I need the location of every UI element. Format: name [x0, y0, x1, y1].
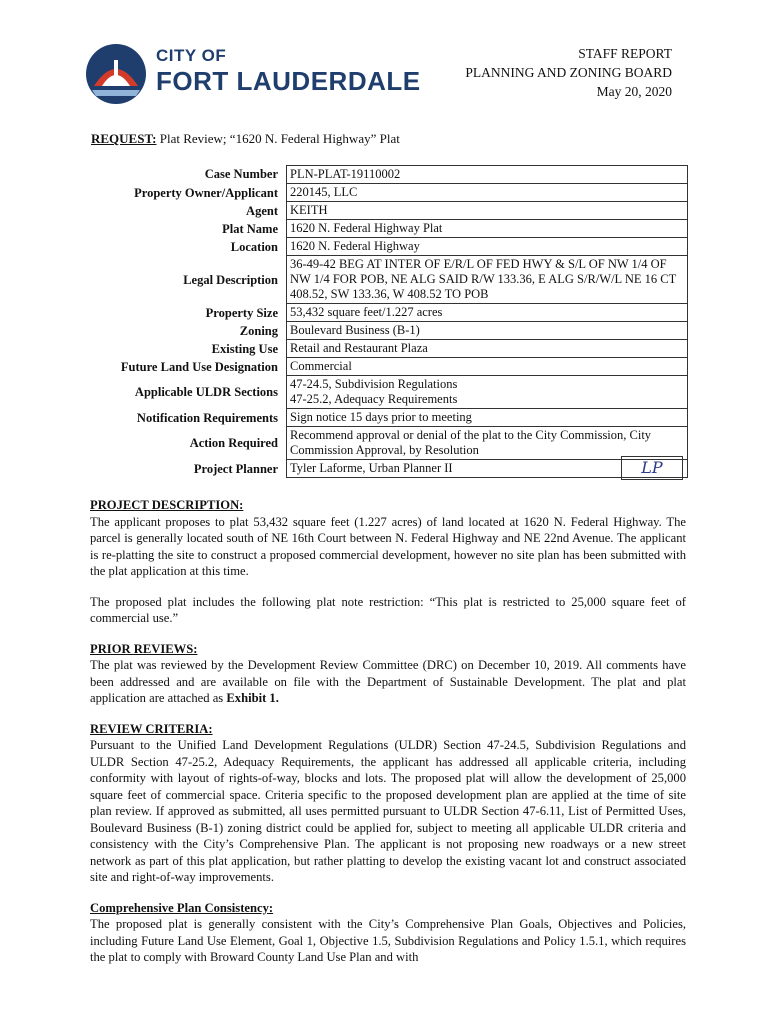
prior-reviews-paragraph	[90, 657, 686, 707]
project-description-heading: PROJECT DESCRIPTION:	[90, 498, 244, 512]
row-label: Plat Name	[222, 221, 278, 236]
row-value: 53,432 square feet/1.227 acres	[286, 304, 688, 322]
planner-name: Tyler Laforme, Urban Planner II	[290, 461, 453, 475]
row-value: Commercial	[286, 358, 688, 376]
table-row	[90, 256, 688, 304]
project-description-paragraph-1: The applicant proposes to plat 53,432 square feet (1.227 acres) of land located at 1620 N. Federal Highway. The parcel is generally located south of NE 16th Court between N. Federal Highway and NE 22nd Avenue. The applicant is re-platting the site to construct a proposed commercial development, however no site plan has been submitted with the plat application at this time.	[90, 514, 686, 578]
logo-name-text: FORT LAUDERDALE	[156, 66, 421, 96]
report-body	[90, 497, 686, 980]
report-date: May 20, 2020	[596, 84, 672, 99]
table-row	[90, 184, 688, 202]
table-row	[90, 340, 688, 358]
row-value: Sign notice 15 days prior to meeting	[286, 409, 688, 427]
row-value-multi	[286, 376, 688, 409]
report-header	[465, 44, 672, 101]
row-label: Agent	[246, 203, 278, 218]
prior-reviews-heading: PRIOR REVIEWS:	[90, 641, 198, 656]
uldr-section-1: 47-24.5, Subdivision Regulations	[290, 377, 458, 391]
table-row	[90, 220, 688, 238]
table-row	[90, 409, 688, 427]
request-text: Plat Review; “1620 N. Federal Highway” Plat	[159, 131, 400, 146]
comprehensive-plan-paragraph: The proposed plat is generally consistent with the City’s Comprehensive Plan Goals, Objectives and Policies, including Future Land Use Element, Goal 1, Objective 1.5, Subdivision Regulations and Policy 1.5.1, which requires the plat to comply with Broward County Land Use Plan and with	[90, 917, 686, 964]
request-line	[91, 131, 400, 147]
table-row	[90, 376, 688, 409]
exhibit-reference: Exhibit 1.	[226, 691, 279, 705]
table-row	[90, 322, 688, 340]
row-label: Existing Use	[211, 341, 278, 356]
review-criteria-heading: REVIEW CRITERIA:	[90, 721, 213, 736]
city-logo	[84, 42, 421, 112]
planner-initials-signature: LP	[621, 456, 683, 480]
table-row	[90, 202, 688, 220]
staff-report-title: STAFF REPORT	[578, 46, 672, 61]
row-value: 220145, LLC	[286, 184, 688, 202]
row-label: Notification Requirements	[136, 410, 278, 425]
row-label: Future Land Use Designation	[120, 359, 278, 374]
city-emblem-icon	[84, 42, 148, 106]
row-value: PLN-PLAT-19110002	[286, 165, 688, 184]
row-value: 36-49-42 BEG AT INTER OF E/R/L OF FED HWY & S/L OF NW 1/4 OF NW 1/4 FOR POB, NE ALG SAID R/W 133.36, E ALG S/R/W/L NE 16 CT 408.52, SW 133.36, W 408.52 TO POB	[286, 256, 688, 304]
row-label: Applicable ULDR Sections	[134, 385, 278, 399]
table-row	[90, 460, 688, 478]
table-row	[90, 304, 688, 322]
project-description-paragraph-2: The proposed plat includes the following plat note restriction: “This plat is restricted to 25,000 square feet of commercial use.”	[90, 594, 686, 625]
prior-reviews-text: The plat was reviewed by the Development Review Committee (DRC) on December 10, 2019. All comments have been addressed and are available on file with the Department of Sustainable Development. The plat and plat application are attached as	[90, 658, 686, 705]
board-name: PLANNING AND ZONING BOARD	[465, 65, 672, 80]
case-summary-table	[90, 165, 688, 478]
row-label: Property Owner/Applicant	[134, 185, 278, 200]
row-label: Location	[230, 239, 278, 254]
row-label: Project Planner	[193, 461, 278, 476]
row-value: 1620 N. Federal Highway	[286, 238, 688, 256]
row-label: Action Required	[189, 436, 278, 450]
row-value: KEITH	[286, 202, 688, 220]
row-label: Zoning	[239, 323, 278, 338]
row-value: 1620 N. Federal Highway Plat	[286, 220, 688, 238]
row-label: Legal Description	[183, 272, 278, 287]
row-value: Retail and Restaurant Plaza	[286, 340, 688, 358]
row-label: Case Number	[204, 167, 278, 181]
review-criteria-paragraph: Pursuant to the Unified Land Development Regulations (ULDR) Section 47-24.5, Subdivision Regulations and ULDR Section 47-25.2, Adequacy Requirements, the applicant has addressed all applicable criteria, including conformity with layout of rights-of-way, blocks and lots. The proposed plat will allow the development of 25,000 square feet of commercial space. Criteria specific to the proposed development plan are applied at the time of site plan review. If approved as submitted, all uses permitted pursuant to ULDR Section 47-6.11, List of Permitted Uses, Boulevard Business (B-1) zoning district could be applied for, subject to meeting all applicable ULDR criteria and consistency with the City’s Comprehensive Plan. The applicant is not proposing new roadways or a new street network as part of this plat application, but rather platting to develop the existing vacant lot and construct associated site and right-of-way improvements.	[90, 738, 686, 884]
comprehensive-plan-heading: Comprehensive Plan Consistency:	[90, 900, 274, 915]
row-value: Boulevard Business (B-1)	[286, 322, 688, 340]
table-row	[90, 238, 688, 256]
request-label: REQUEST:	[91, 131, 157, 146]
logo-city-text: CITY OF	[156, 46, 227, 65]
table-row	[90, 427, 688, 460]
table-row	[90, 165, 688, 184]
row-value: Recommend approval or denial of the plat to the City Commission, City Commission Approval, by Resolution	[286, 427, 688, 460]
table-row	[90, 358, 688, 376]
row-label: Property Size	[205, 305, 278, 320]
uldr-section-2: 47-25.2, Adequacy Requirements	[290, 392, 458, 406]
row-value-planner	[286, 460, 688, 478]
